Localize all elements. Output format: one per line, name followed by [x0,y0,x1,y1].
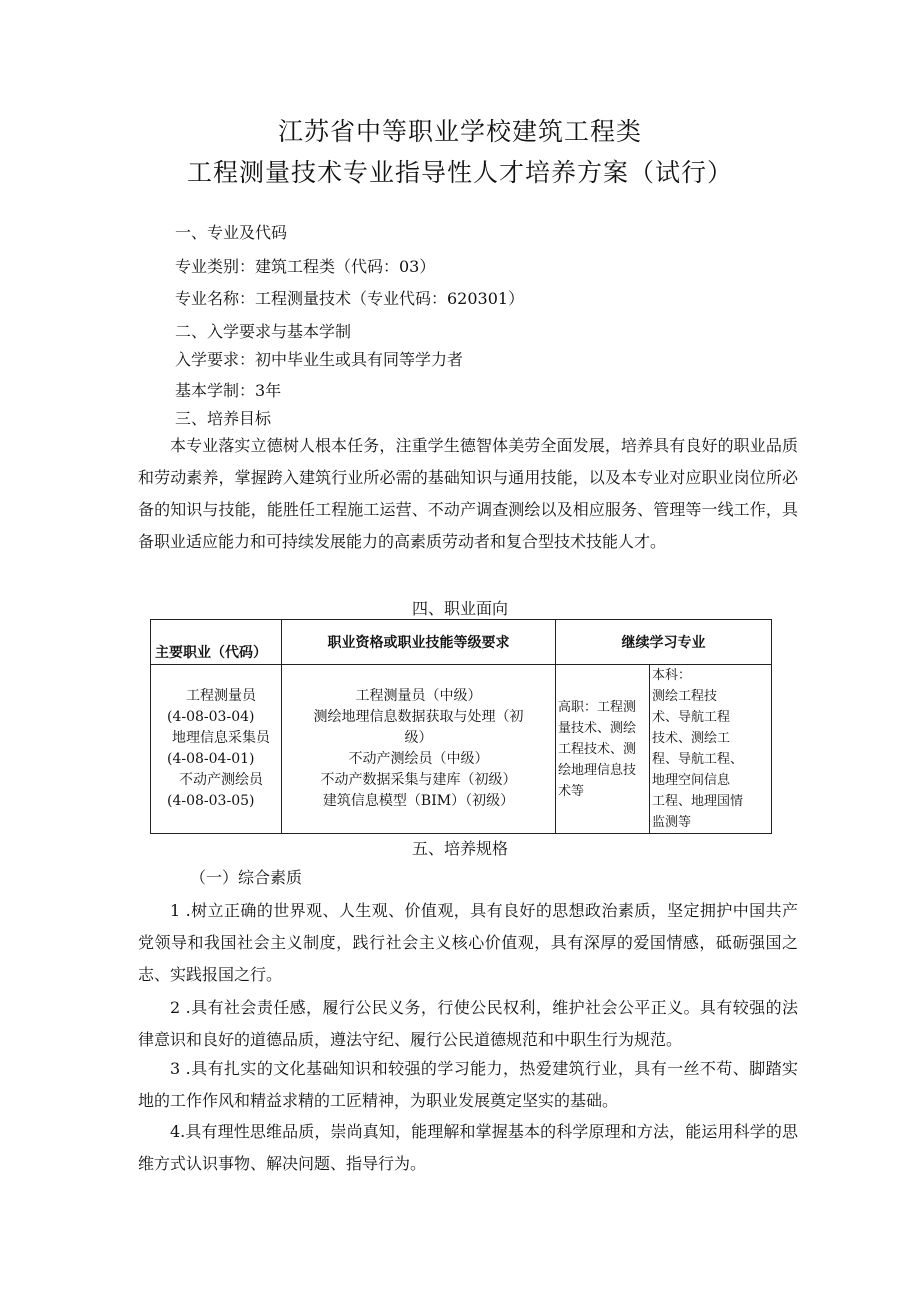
quality-item-3: 3 .具有扎实的文化基础知识和较强的学习能力，热爱建筑行业，具有一丝不苟、脚踏实地的工作作风和精益求精的工匠精神，为职业发展奠定坚实的基础。 [138,1059,798,1110]
qualification-line: 测绘地理信息数据获取与处理（初 [313,709,524,725]
section3-heading: 三、培养目标 [175,409,272,428]
section1-heading: 一、专业及代码 [175,223,288,242]
undergraduate-line: 地理空间信息 [652,773,731,788]
higher-vocational-line: 量技术、测绘 [558,720,637,736]
document-title-line1: 江苏省中等职业学校建筑工程类 [277,117,642,146]
qualification-line: 工程测量员（中级） [355,688,482,704]
career-table-header-row [151,620,772,665]
undergraduate-line: 本科： [652,668,692,683]
section4-heading: 四、职业面向 [411,599,508,618]
higher-vocational-line: 高职：工程测 [558,699,637,715]
undergraduate-line: 测绘工程技 [652,689,718,704]
occupation-cell [151,665,282,834]
undergraduate-line: 术、导航工程 [652,710,731,725]
occupation-line: (4-08-04-01) [167,751,255,767]
section5-heading: 五、培养规格 [411,839,508,858]
qualification-line: 建筑信息模型（BIM）（初级） [322,793,515,809]
occupation-line: (4-08-03-04) [167,709,255,725]
qualification-line: 不动产测绘员（中级） [348,751,489,767]
quality-item-1: 1 .树立正确的世界观、人生观、价值观，具有良好的思想政治素质，坚定拥护中国共产党领导和我国社会主义制度，践行社会主义核心价值观，具有深厚的爱国情感，砥砺强国之志、实践报国之行。 [138,901,798,984]
quality-item-4: 4.具有理性思维品质，崇尚真知，能理解和掌握基本的科学原理和方法，能运用科学的思维方式认识事物、解决问题、指导行为。 [138,1122,798,1173]
qualification-line: 不动产数据采集与建库（初级） [320,772,517,788]
higher-vocational-line: 术等 [558,783,585,799]
qualification-cell [282,665,556,834]
undergraduate-cell [650,665,772,834]
undergraduate-line: 技术、测绘工 [652,731,731,746]
undergraduate-line: 监测等 [652,815,692,830]
header-further-study: 继续学习专业 [556,620,772,665]
undergraduate-line: 工程、地理国情 [652,794,744,809]
header-qualification: 职业资格或职业技能等级要求 [282,620,556,665]
header-occupation: 主要职业（代码） [151,620,282,665]
study-duration: 基本学制：3年 [175,381,282,400]
occupation-line: 不动产测绘员 [179,772,263,788]
higher-vocational-cell [556,665,650,834]
training-objective-text: 本专业落实立德树人根本任务，注重学生德智体美劳全面发展，培养具有良好的职业品质和劳动素养，掌握跨入建筑行业所必需的基础知识与通用技能，以及本专业对应职业岗位所必备的知识与技能，能胜任工程施工运营、不动产调查测绘以及相应服务、管理等一线工作，具备职业适应能力和可持续发展能力的高素质劳动者和复合型技术技能人才。 [138,436,798,551]
document-title-line2: 工程测量技术专业指导性人才培养方案（试行） [186,158,733,187]
quality-item-2: 2 .具有社会责任感，履行公民义务，行使公民权利，维护社会公平正义。具有较强的法律意识和良好的道德品质，遵法守纪、履行公民道德规范和中职生行为规范。 [138,998,798,1049]
undergraduate-line: 程、导航工程、 [652,752,744,767]
major-category: 专业类别：建筑工程类（代码：03） [175,257,436,276]
occupation-line: 地理信息采集员 [172,730,270,746]
higher-vocational-line: 工程技术、测 [558,741,637,757]
admission-requirement: 入学要求：初中毕业生或具有同等学力者 [175,350,464,369]
major-name: 专业名称：工程测量技术（专业代码：620301） [175,289,525,308]
qualification-line: 级） [404,730,433,746]
occupation-line: 工程测量员 [186,688,256,704]
subsection-comprehensive-quality: （一）综合素质 [190,868,303,887]
higher-vocational-line: 绘地理信息技 [558,762,637,778]
career-table-row [151,665,772,834]
occupation-line: (4-08-03-05) [167,793,255,809]
section2-heading: 二、入学要求与基本学制 [175,322,352,341]
career-table [150,619,772,834]
